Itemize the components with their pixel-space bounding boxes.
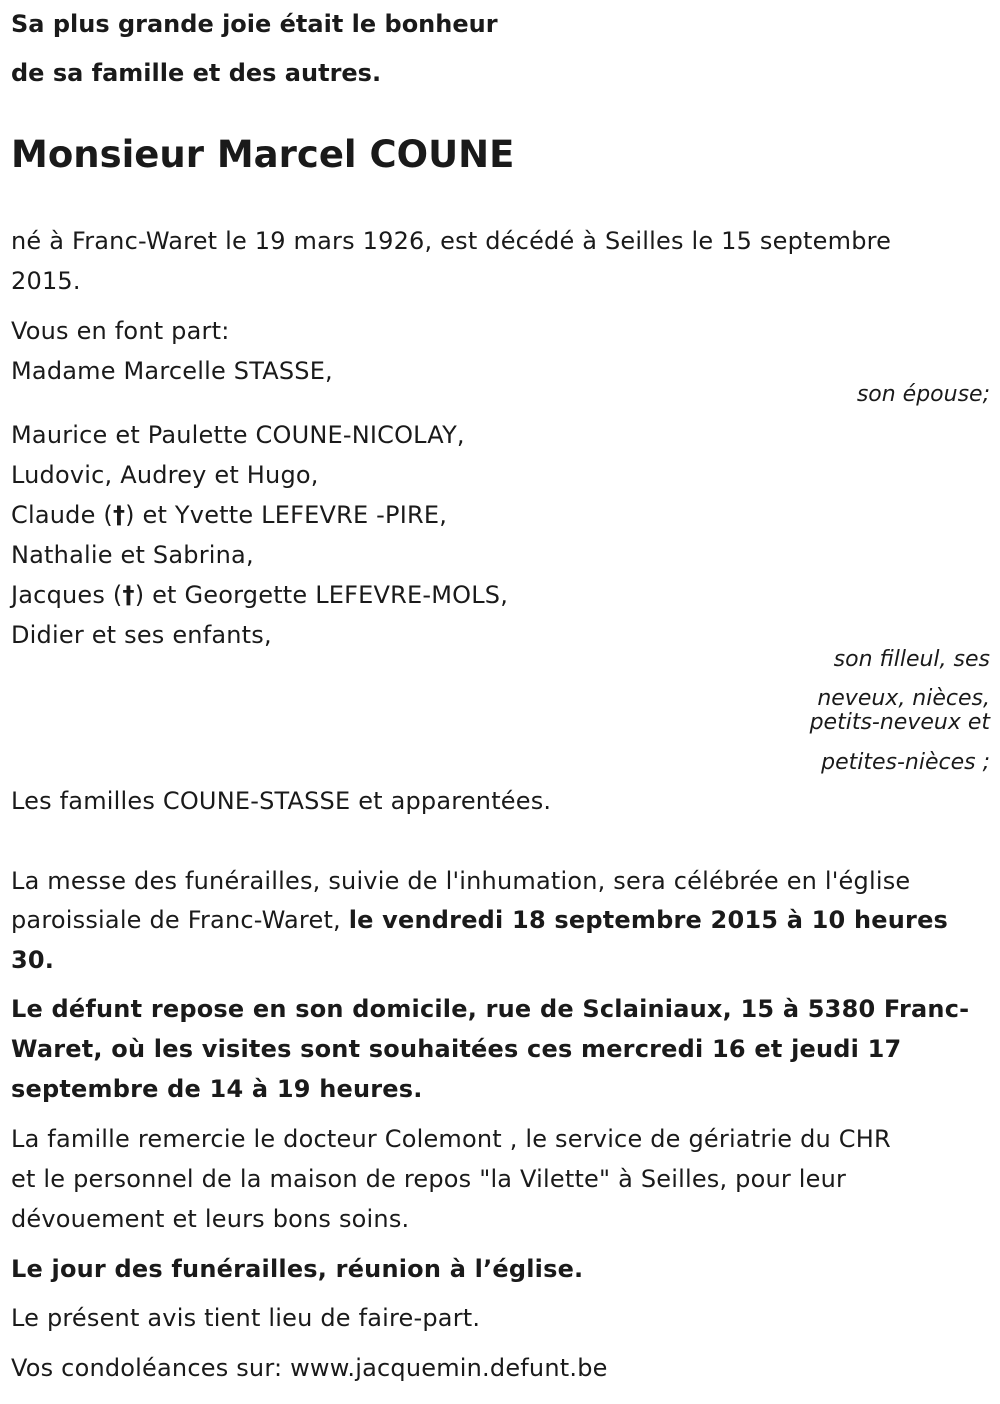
spouse-relation: son épouse;: [856, 382, 990, 407]
birth-death-line-1: né à Franc-Waret le 19 mars 1926, est décédé à Seilles le 15 septembre: [11, 227, 892, 255]
mass-line-3: 30.: [11, 946, 55, 974]
mass-line-2: [11, 906, 948, 934]
condolences-line: Vos condoléances sur: www.jacquemin.defunt.be: [11, 1354, 608, 1382]
family-relation-4: petites-nièces ;: [821, 750, 990, 775]
notice-line: Le présent avis tient lieu de faire-part.: [11, 1304, 481, 1332]
family-line-3-part-a: Claude (: [11, 501, 113, 529]
spouse-name: Madame Marcelle STASSE,: [11, 357, 333, 385]
family-line-3: [11, 501, 447, 529]
family-relation-3: petits-neveux et: [809, 710, 990, 735]
family-relation-1: son filleul, ses: [833, 647, 990, 672]
thanks-line-2: et le personnel de la maison de repos "la Vilette" à Seilles, pour leur: [11, 1165, 847, 1193]
birth-death-line-2: 2015.: [11, 267, 81, 295]
repose-line-1: Le défunt repose en son domicile, rue de Sclainiaux, 15 à 5380 Franc-: [11, 995, 970, 1023]
repose-line-2: Waret, où les visites sont souhaitées ces mercredi 16 et jeudi 17: [11, 1035, 902, 1063]
family-line-1: Maurice et Paulette COUNE-NICOLAY,: [11, 421, 465, 449]
epigraph-line-1: Sa plus grande joie était le bonheur: [11, 10, 498, 38]
thanks-line-3: dévouement et leurs bons soins.: [11, 1205, 410, 1233]
family-relation-2: neveux, nièces,: [817, 686, 990, 711]
family-line-4: Nathalie et Sabrina,: [11, 541, 254, 569]
reunion-line: Le jour des funérailles, réunion à l’église.: [11, 1255, 584, 1283]
families-line: Les familles COUNE-STASSE et apparentées.: [11, 787, 552, 815]
epigraph-line-2: de sa famille et des autres.: [11, 59, 382, 87]
family-line-5-part-b: ) et Georgette LEFEVRE-MOLS,: [134, 581, 509, 609]
repose-line-3: septembre de 14 à 19 heures.: [11, 1075, 423, 1103]
cross-icon: †: [122, 581, 135, 609]
family-line-5-part-a: Jacques (: [11, 581, 123, 609]
family-line-3-part-b: ) et Yvette LEFEVRE -PIRE,: [125, 501, 448, 529]
announce-line: Vous en font part:: [11, 317, 230, 345]
mass-line-2-part-a: paroissiale de Franc-Waret,: [11, 906, 349, 934]
family-line-5: [11, 581, 508, 609]
family-line-6: Didier et ses enfants,: [11, 621, 272, 649]
cross-icon: †: [112, 501, 126, 529]
family-line-2: Ludovic, Audrey et Hugo,: [11, 461, 319, 489]
mass-line-1: La messe des funérailles, suivie de l'inhumation, sera célébrée en l'église: [11, 867, 911, 895]
page-title: Monsieur Marcel COUNE: [11, 133, 515, 176]
mass-date: le vendredi 18 septembre 2015 à 10 heures: [348, 906, 949, 934]
thanks-line-1: La famille remercie le docteur Colemont , le service de gériatrie du CHR: [11, 1125, 891, 1153]
